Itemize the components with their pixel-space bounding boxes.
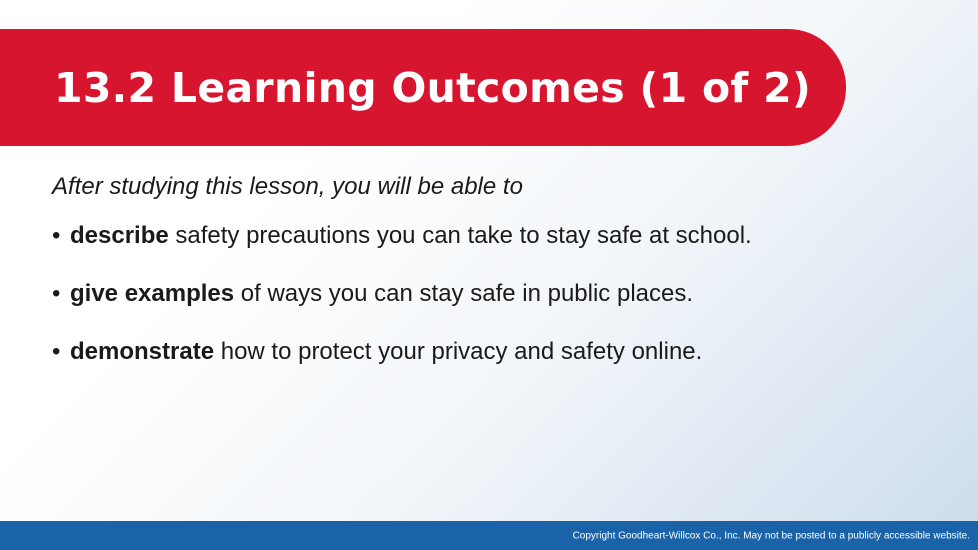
page-title: 13.2 Learning Outcomes (1 of 2) bbox=[54, 63, 812, 112]
list-item bbox=[52, 336, 932, 367]
lead-in-text: After studying this lesson, you will be able to bbox=[52, 173, 523, 200]
list-item bbox=[52, 278, 932, 309]
footer-bar bbox=[0, 521, 978, 550]
title-banner bbox=[0, 29, 846, 146]
list-item-text: how to protect your privacy and safety online. bbox=[214, 338, 703, 366]
list-item-emphasis: give examples bbox=[70, 280, 235, 308]
slide-body bbox=[52, 172, 932, 395]
list-item-text: of ways you can stay safe in public places. bbox=[234, 280, 694, 308]
list-item bbox=[52, 220, 932, 251]
copyright-notice: Copyright Goodheart-Willcox Co., Inc. May not be posted to a publicly accessible website. bbox=[572, 530, 970, 541]
list-item-text: safety precautions you can take to stay safe at school. bbox=[168, 222, 752, 249]
learning-outcomes-list bbox=[52, 220, 932, 368]
list-item-emphasis: demonstrate bbox=[70, 338, 215, 366]
list-item-emphasis: describe bbox=[70, 222, 169, 249]
